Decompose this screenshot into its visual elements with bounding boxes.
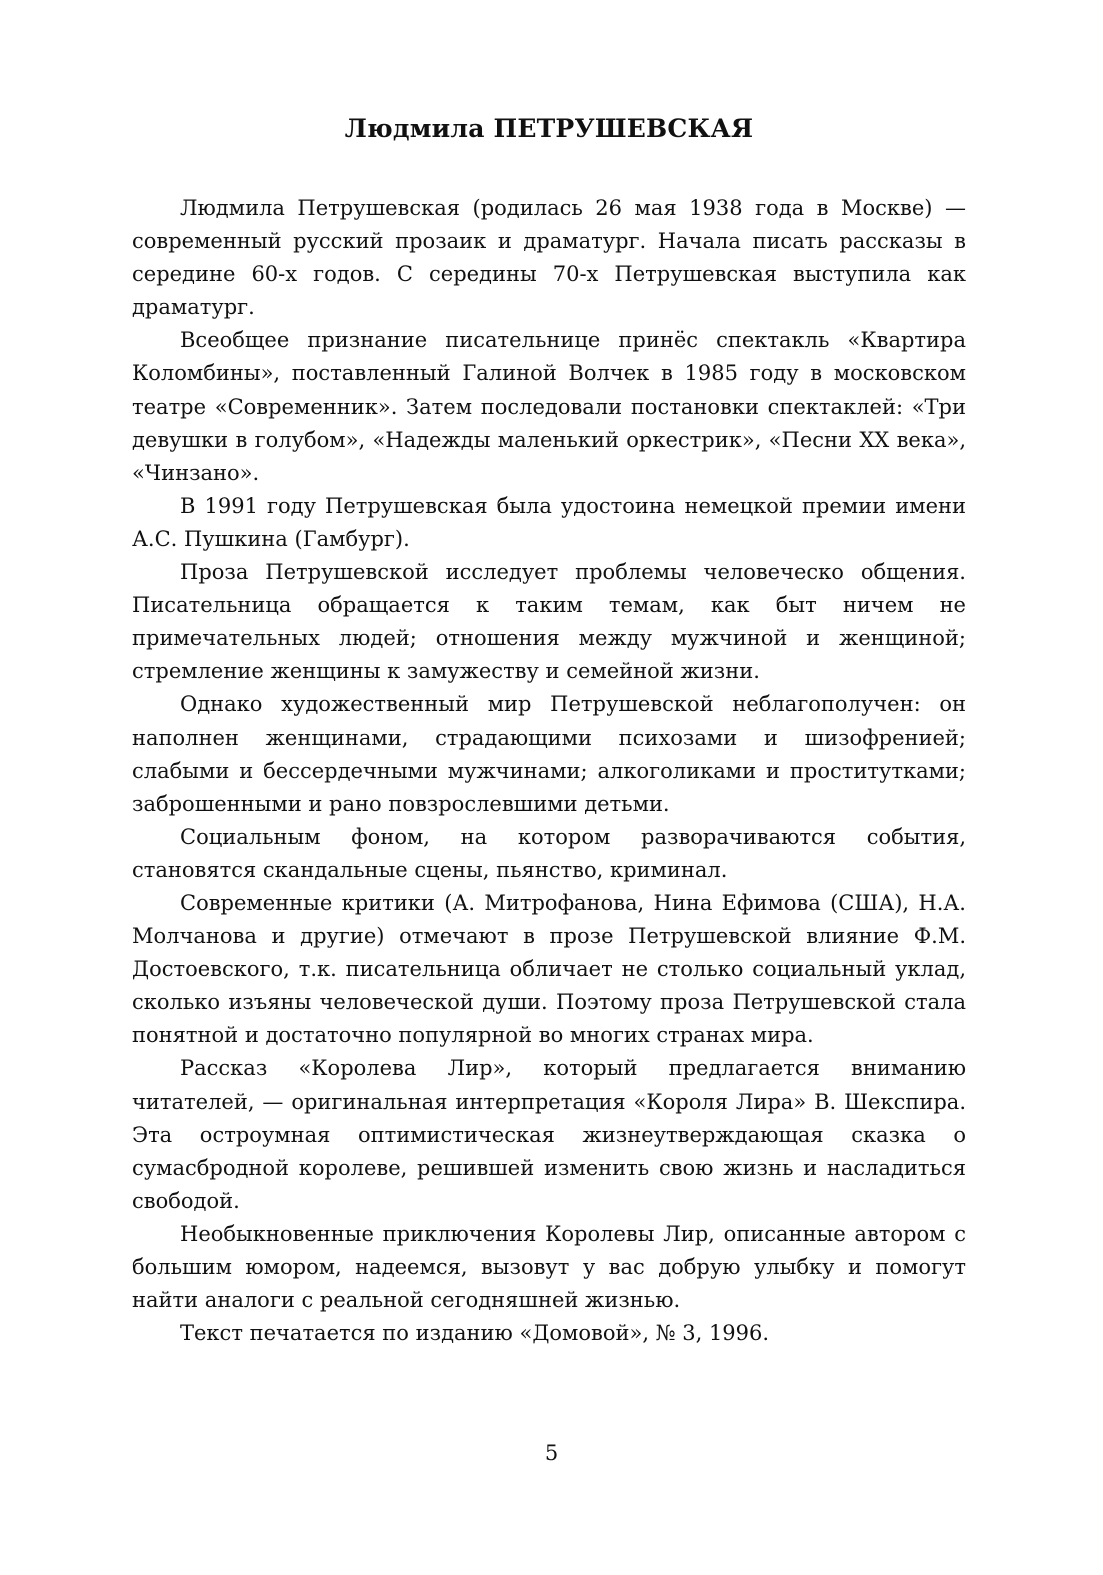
paragraph-1: Людмила Петрушевская (родилась 26 мая 1938 года в Москве) — современный русский прозаик и драматург. Начала писать рассказы в середине 60-х годов. С середины 70-х Петрушевская выступила как драматург.	[132, 196, 966, 320]
paragraph-4: Проза Петрушевской исследует проблемы человеческо общения. Писательница обращается к таким темам, как быт ничем не примечательных людей; отношения между мужчиной и женщиной; стремление женщины к замужеству и семейной жизни.	[132, 560, 966, 684]
paragraph-8: Рассказ «Королева Лир», который предлагается вниманию читателей, — оригинальная интерпретация «Короля Лира» В. Шекспира. Эта остроумная оптимистическая жизнеутверждающая сказка о сумасбродной королеве, решившей изменить свою жизнь и насладиться свободой.	[132, 1056, 966, 1213]
page-title: Людмила ПЕТРУШЕВСКАЯ	[344, 114, 754, 143]
paragraph-3: В 1991 году Петрушевская была удостоина немецкой премии имени А.С. Пушкина (Гамбург).	[132, 493, 966, 551]
paragraph-6: Социальным фоном, на котором разворачиваются события, становятся скандальные сцены, пьянство, криминал.	[132, 824, 966, 882]
paragraph-5: Однако художественный мир Петрушевской неблагополучен: он наполнен женщинами, страдающими психозами и шизофренией; слабыми и бессердечными мужчинами; алкоголиками и проститутками; заброшенными и рано повзрослевшими детьми.	[132, 692, 966, 816]
page-content	[132, 112, 966, 1350]
paragraph-2: Всеобщее признание писательнице принёс спектакль «Квартира Коломбины», поставленный Галиной Волчек в 1985 году в московском театре «Современник». Затем последовали постановки спектаклей: «Три девушки в голубом», «Надежды маленький оркестрик», «Песни XX века», «Чинзано».	[132, 328, 966, 485]
page-number: 5	[544, 1441, 559, 1465]
paragraph-9: Необыкновенные приключения Королевы Лир, описанные автором с большим юмором, надеемся, вызовут у вас добрую улыбку и помогут найти аналоги с реальной сегодняшней жизнью.	[132, 1221, 966, 1313]
paragraph-7: Современные критики (А. Митрофанова, Нина Ефимова (США), Н.А. Молчанова и другие) отмечают в прозе Петрушевской влияние Ф.М. Достоевского, т.к. писательница обличает не столько социальный уклад, сколько изъяны человеческой души. Поэтому проза Петрушевской стала понятной и достаточно популярной во многих странах мира.	[132, 890, 966, 1048]
paragraph-10: Текст печатается по изданию «Домовой», № 3, 1996.	[180, 1321, 770, 1346]
article-body	[132, 192, 966, 1350]
